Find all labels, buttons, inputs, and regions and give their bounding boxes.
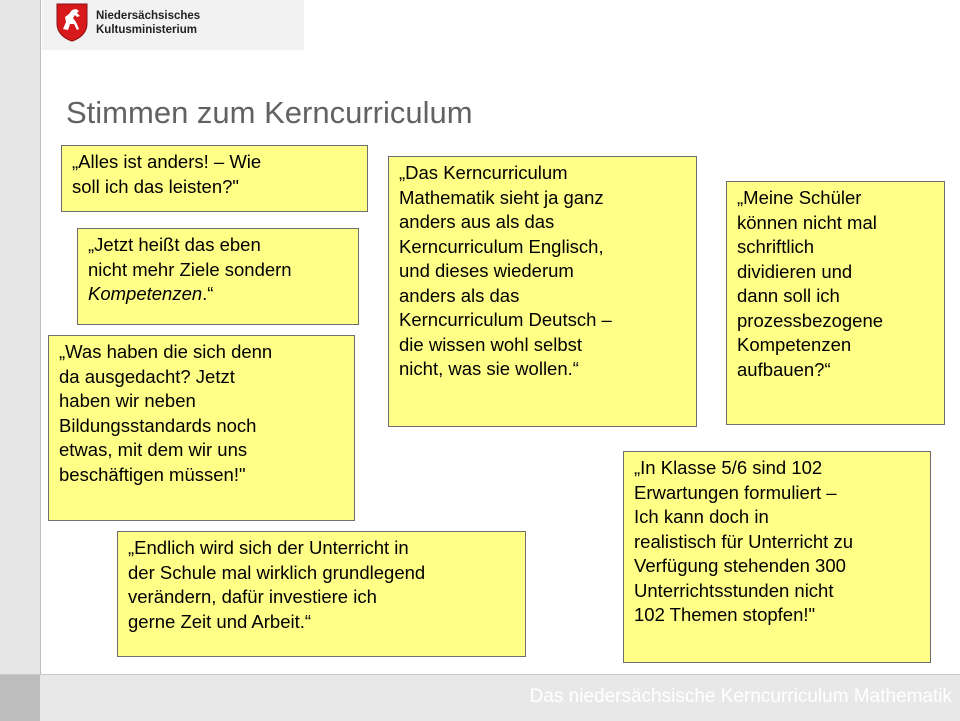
quote-line: „Endlich wird sich der Unterricht in [128, 537, 409, 558]
quote-line: soll ich das leisten?" [72, 175, 239, 197]
footer-text: Das niedersächsische Kerncurriculum Mathematik [529, 686, 952, 707]
quote-line: anders als das [399, 284, 520, 306]
quote-line: „Jetzt heißt das eben [88, 234, 261, 255]
quote-emphasis: Kompetenzen [88, 283, 203, 304]
ministry-name-line-1: Niedersächsisches [96, 10, 201, 22]
ministry-name-line-2: Kultusministerium [96, 24, 197, 36]
quote-line: die wissen wohl selbst [399, 333, 583, 355]
quote-line: dividieren und [737, 260, 853, 282]
quote-line: „Alles ist anders! – Wie [72, 151, 262, 172]
quote-line: Ich kann doch in [634, 506, 769, 527]
quote-line: Mathematik sieht ja ganz [399, 186, 604, 208]
quote-line: „Das Kerncurriculum [399, 162, 568, 183]
quote-line: „Meine Schüler [737, 187, 862, 208]
quote-line: anders aus als das [399, 211, 555, 232]
quote-line: gerne Zeit und Arbeit.“ [128, 610, 312, 632]
quote-line: „Was haben die sich denn [59, 341, 273, 362]
quote-line: Kerncurriculum Englisch, [399, 235, 604, 257]
quote-line: aufbauen?“ [737, 358, 831, 380]
quote-line: 102 Themen stopfen!" [634, 604, 816, 625]
quote-line: Unterrichtsstunden nicht [634, 579, 834, 601]
quote-line: nicht, was sie wollen.“ [399, 358, 579, 379]
quote-line: Bildungsstandards noch [59, 414, 257, 436]
quote-line: da ausgedacht? Jetzt [59, 365, 235, 387]
quote-line: Verfügung stehenden 300 [634, 555, 846, 576]
quote-line: Kerncurriculum Deutsch – [399, 309, 612, 330]
quote-box-schueler-dividieren [726, 181, 945, 425]
quote-box-unterricht-veraendern [117, 531, 526, 657]
quote-line: prozessbezogene [737, 309, 884, 331]
quote-line: und dieses wiederum [399, 260, 574, 281]
quote-closing: .“ [202, 283, 214, 304]
quote-line: schriftlich [737, 236, 815, 257]
quote-box-ausgedacht [48, 335, 355, 521]
quote-line: etwas, mit dem wir uns [59, 439, 248, 460]
quote-box-alles-anders [61, 145, 368, 212]
quote-line: beschäftigen müssen!" [59, 463, 246, 485]
quote-box-kompetenzen [77, 228, 359, 325]
quote-line: Erwartungen formuliert – [634, 481, 837, 503]
quote-line: der Schule mal wirklich grundlegend [128, 561, 426, 583]
quote-line: dann soll ich [737, 285, 840, 306]
footer-bar [0, 674, 960, 721]
quote-box-kerncurriculum-vergleich [388, 156, 697, 427]
quote-line: Kompetenzen [737, 334, 852, 355]
ministry-name [96, 9, 296, 37]
quote-line: verändern, dafür investiere ich [128, 586, 377, 607]
lower-saxony-horse-crest-icon [55, 2, 89, 42]
quote-line: nicht mehr Ziele sondern [88, 258, 292, 280]
quote-line: können nicht mal [737, 211, 877, 233]
quote-line: „In Klasse 5/6 sind 102 [634, 457, 823, 478]
quote-line: realistisch für Unterricht zu [634, 530, 853, 552]
footer-left-block [0, 675, 40, 721]
quote-line-last [88, 282, 348, 307]
slide-title: Stimmen zum Kerncurriculum [66, 95, 473, 130]
quote-box-klasse-5-6 [623, 451, 931, 663]
quote-line: haben wir neben [59, 390, 196, 411]
ministry-logo [42, 0, 304, 50]
left-sidebar-bar [0, 0, 41, 720]
